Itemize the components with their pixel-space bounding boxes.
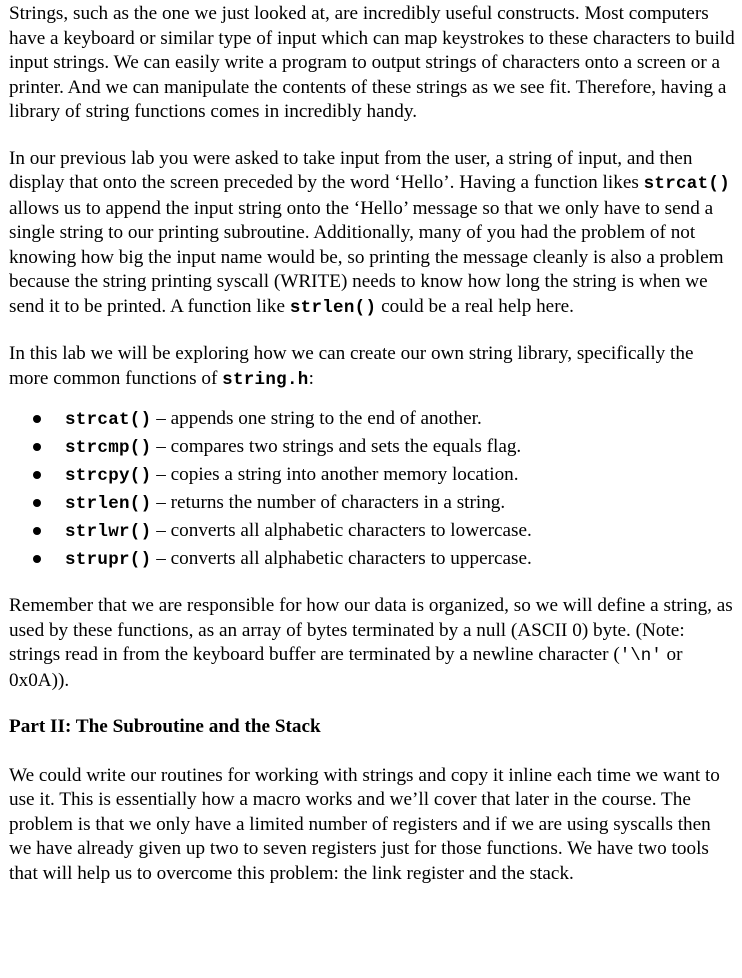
function-name: strcat(): [65, 410, 152, 430]
data-organization-paragraph: [9, 594, 737, 693]
bullet-icon: [33, 443, 41, 451]
function-list: [9, 405, 737, 573]
function-name: strlwr(): [65, 522, 152, 542]
previous-lab-text-2: allows us to append the input string onto the ‘Hello’ message so that we only have to send a single string to our printing subroutine. Additionally, many of you had the problem of not knowing how big the input name would be, so printing the message cleanly is also a problem because the string printing syscall (WRITE) needs to know how long the string is when we send it to be printed. A function like: [9, 197, 724, 317]
document-page: [9, 2, 737, 908]
list-item: [9, 517, 737, 545]
code-string-h: string.h: [222, 369, 309, 390]
function-description: – returns the number of characters in a string.: [151, 492, 506, 513]
list-item: [9, 545, 737, 573]
function-description: – appends one string to the end of another.: [151, 408, 482, 429]
list-item: [9, 433, 737, 461]
previous-lab-text-1: In our previous lab you were asked to take input from the user, a string of input, and then display that onto the screen preceded by the word ‘Hello’. Having a function likes: [9, 147, 693, 193]
intro-text: Strings, such as the one we just looked at, are incredibly useful constructs. Most computers have a keyboard or similar type of input which can map keystrokes to these characters to build input strings. We can easily write a program to output strings of characters onto a screen or a printer. And we can manipulate the contents of these strings as we see fit. Therefore, having a library of string functions comes in incredibly handy.: [9, 3, 735, 122]
string-library-paragraph: [9, 342, 737, 392]
function-description: – compares two strings and sets the equals flag.: [151, 436, 522, 457]
function-description: – converts all alphabetic characters to lowercase.: [151, 520, 532, 541]
previous-lab-text-3: could be a real help here.: [376, 295, 574, 317]
subroutine-paragraph: [9, 764, 737, 887]
function-name: strcmp(): [65, 438, 152, 458]
function-name: strupr(): [65, 550, 152, 570]
code-newline: '\n': [619, 646, 662, 666]
string-library-text-2: :: [308, 367, 314, 389]
data-organization-text-2: or 0x0A)).: [9, 644, 683, 691]
bullet-icon: [33, 471, 41, 479]
list-item: [9, 405, 737, 433]
function-name: strlen(): [65, 494, 152, 514]
function-description: – converts all alphabetic characters to uppercase.: [151, 548, 532, 569]
previous-lab-paragraph: [9, 147, 737, 321]
list-item: [9, 461, 737, 489]
code-strcat: strcat(): [643, 174, 731, 194]
code-strlen: strlen(): [289, 297, 377, 318]
bullet-icon: [33, 555, 41, 563]
function-name: strcpy(): [65, 466, 152, 486]
section-heading: Part II: The Subroutine and the Stack: [9, 716, 321, 737]
string-library-text-1: In this lab we will be exploring how we can create our own string library, specifically the more common functions of: [9, 343, 694, 389]
bullet-icon: [33, 527, 41, 535]
list-item: [9, 489, 737, 517]
subroutine-text: We could write our routines for working with strings and copy it inline each time we want to use it. This is essentially how a macro works and we’ll cover that later in the course. The problem is that we only have a limited number of registers and if we are using syscalls then we have already given up two to seven registers just for those functions. We have two tools that will help us to overcome this problem: the link register and the stack.: [9, 764, 720, 884]
function-description: – copies a string into another memory location.: [151, 464, 519, 485]
intro-paragraph: [9, 2, 737, 125]
bullet-icon: [33, 499, 41, 507]
bullet-icon: [33, 415, 41, 423]
data-organization-text-1: Remember that we are responsible for how our data is organized, so we will define a string, as used by these functions, as an array of bytes terminated by a null (ASCII 0) byte. (Note: strings read in from the keyboard buffer are terminated by a newline character (: [9, 595, 733, 665]
